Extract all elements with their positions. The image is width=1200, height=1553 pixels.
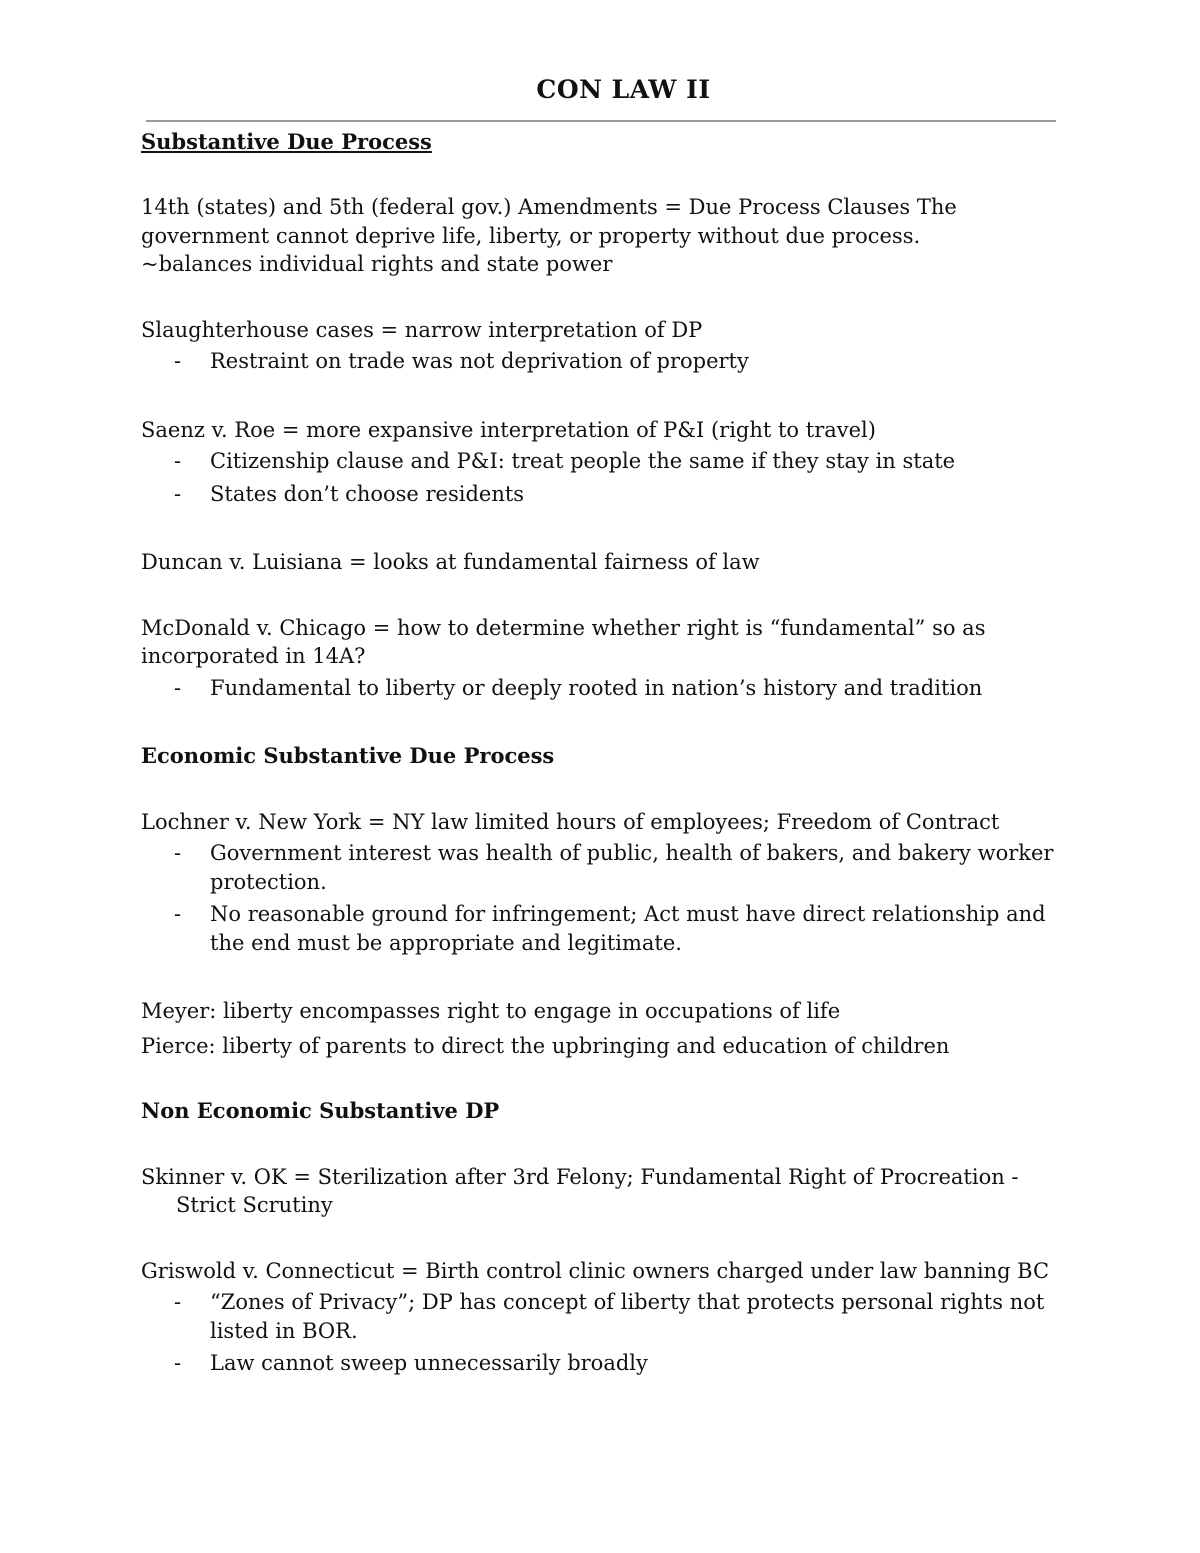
case-duncan: Duncan v. Luisiana = looks at fundamental fairness of law [141,550,760,574]
saenz-bullets [141,447,1076,508]
title-divider [146,120,1056,122]
list-item: - Fundamental to liberty or deeply rooted in nation’s history and tradition [141,674,1076,703]
intro-paragraph: 14th (states) and 5th (federal gov.) Amendments = Due Process Clauses The government cannot deprive life, liberty, or property without due process. [141,195,957,248]
dash-marker: - [174,449,182,473]
section-heading-substantive-due-process: Substantive Due Process [141,128,432,154]
dash-marker: - [174,902,182,926]
list-item: - States don’t choose residents [141,480,1076,509]
slaughterhouse-bullets [141,347,1076,376]
case-pierce: Pierce: liberty of parents to direct the upbringing and education of children [141,1033,950,1058]
case-slaughterhouse: Slaughterhouse cases = narrow interpretation of DP [141,317,703,342]
case-meyer: Meyer: liberty encompasses right to engage in occupations of life [141,999,841,1023]
dash-marker: - [174,1290,182,1314]
case-griswold: Griswold v. Connecticut = Birth control clinic owners charged under law banning BC [141,1258,1050,1283]
dash-marker: - [174,481,182,506]
list-item: - Government interest was health of public, health of bakers, and bakery worker protection. [174,841,1054,894]
document-page [141,76,1076,1382]
list-item: - Citizenship clause and P&I: treat people the same if they stay in state [141,447,1076,476]
dash-marker: - [174,349,182,373]
griswold-bullets [141,1288,1076,1378]
list-item: - Law cannot sweep unnecessarily broadly [141,1349,1076,1378]
case-mcdonald: McDonald v. Chicago = how to determine whether right is “fundamental” so as incorporated in 14A? [141,615,986,668]
section-heading-economic-sdp: Economic Substantive Due Process [141,743,555,768]
list-item: - Restraint on trade was not deprivation of property [141,347,1076,376]
case-lochner: Lochner v. New York = NY law limited hours of employees; Freedom of Contract [141,809,1000,834]
dash-marker: - [174,841,182,865]
list-item: - No reasonable ground for infringement; Act must have direct relationship and the end must be appropriate and legitimate. [174,902,1046,955]
lochner-bullets [141,839,1076,957]
case-saenz: Saenz v. Roe = more expansive interpretation of P&I (right to travel) [141,417,876,442]
section-heading-non-economic-sdp: Non Economic Substantive DP [141,1098,500,1123]
dash-marker: - [174,1351,182,1375]
case-skinner: Skinner v. OK = Sterilization after 3rd Felony; Fundamental Right of Procreation - Strict Scrutiny [141,1164,1019,1217]
document-title: CON LAW II [536,75,711,104]
list-item: - “Zones of Privacy”; DP has concept of liberty that protects personal rights not listed in BOR. [174,1290,1045,1343]
intro-note: ~balances individual rights and state power [141,252,613,276]
mcdonald-bullets [141,674,1076,703]
dash-marker: - [174,675,182,700]
